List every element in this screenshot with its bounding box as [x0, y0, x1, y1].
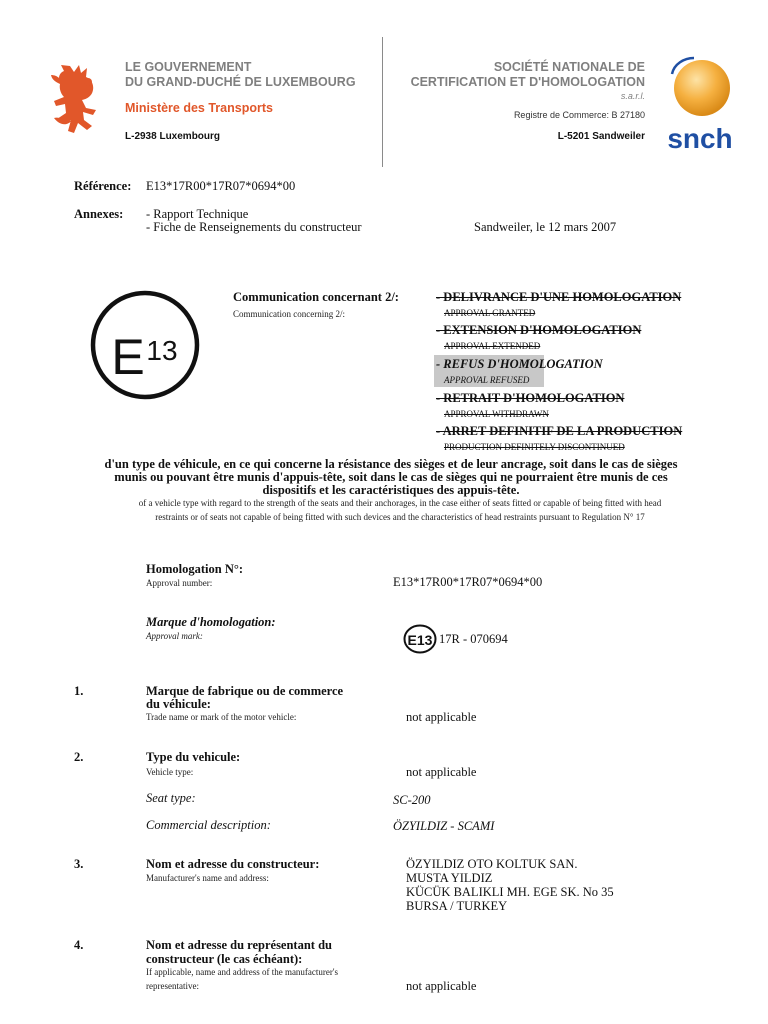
option-en: PRODUCTION DEFINITELY DISCONTINUED — [444, 442, 625, 452]
item-value: not applicable — [406, 765, 477, 779]
ministry-name: Ministère des Transports — [125, 101, 273, 115]
item-label-en: representative: — [146, 981, 199, 991]
approval-mark-value: 17R - 070694 — [439, 632, 508, 646]
snch-sarl: s.a.r.l. — [620, 91, 645, 101]
government-line-1: LE GOUVERNEMENT — [125, 60, 252, 74]
commercial-description-value: ÖZYILDIZ - SCAMI — [393, 819, 495, 833]
annex-item: - Fiche de Renseignements du constructeur — [146, 220, 362, 234]
item-label-en: If applicable, name and address of the manufacturer's — [146, 967, 339, 977]
item-label-fr: Nom et adresse du représentant du — [146, 938, 332, 952]
commercial-description-label: Commercial description: — [146, 818, 271, 832]
approval-number-en: Approval number: — [146, 578, 213, 588]
snch-address: L-5201 Sandweiler — [557, 131, 645, 142]
item-number: 2. — [74, 750, 84, 764]
approval-mark-en: Approval mark: — [146, 631, 203, 641]
description-en-1: of a vehicle type with regard to the strength of the seats and their anchorages, in the case either of seats fitted or capable of being fitted with head — [138, 498, 662, 508]
registre-commerce: Registre de Commerce: B 27180 — [513, 110, 645, 120]
manufacturer-address-line: ÖZYILDIZ OTO KOLTUK SAN. — [406, 857, 578, 871]
item-label-fr: constructeur (le cas échéant): — [146, 952, 303, 966]
approval-mark-emblem — [403, 624, 437, 654]
option-fr: - DELIVRANCE D'UNE HOMOLOGATION — [436, 290, 682, 304]
item-label-fr: du véhicule: — [146, 697, 211, 711]
place-date: Sandweiler, le 12 mars 2007 — [474, 220, 617, 234]
annexes-label: Annexes: — [74, 207, 124, 221]
e13-approval-emblem — [90, 290, 200, 400]
luxembourg-lion-logo — [48, 62, 106, 140]
communication-en: Communication concerning 2/: — [233, 309, 345, 319]
description-fr-1: d'un type de véhicule, en ce qui concerne la résistance des sièges et de leur ancrage, soit dans le cas de sièges — [104, 457, 678, 471]
item-label-en: Trade name or mark of the motor vehicle: — [146, 712, 297, 722]
option-en: APPROVAL EXTENDED — [444, 341, 541, 351]
approval-mark-fr: Marque d'homologation: — [146, 615, 276, 629]
item-label-fr: Type du vehicule: — [146, 750, 241, 764]
item-label-en: Vehicle type: — [146, 767, 194, 777]
seat-type-value: SC-200 — [393, 793, 431, 807]
annex-item: - Rapport Technique — [146, 207, 249, 221]
seat-type-label: Seat type: — [146, 791, 196, 805]
item-label-fr: Nom et adresse du constructeur: — [146, 857, 320, 871]
government-address: L-2938 Luxembourg — [125, 131, 221, 142]
option-en-selected: APPROVAL REFUSED — [444, 375, 530, 385]
item-number: 4. — [74, 938, 84, 952]
header-divider — [382, 37, 383, 167]
description-fr-2: munis ou pouvant être munis d'appuis-tête, soit dans le cas de sièges qui ne pourraient être munis de ces — [114, 470, 668, 484]
item-value: not applicable — [406, 979, 477, 993]
option-fr: - EXTENSION D'HOMOLOGATION — [436, 323, 642, 337]
communication-fr: Communication concernant 2/: — [233, 290, 399, 304]
approval-number-fr: Homologation N°: — [146, 562, 244, 576]
emblem-letter: E — [111, 329, 145, 385]
item-label-en: Manufacturer's name and address: — [146, 873, 269, 883]
description-fr-3: dispositifs et les caractéristiques des appuis-tête. — [262, 483, 520, 497]
approval-number-value: E13*17R00*17R07*0694*00 — [393, 575, 543, 589]
snch-line-2: CERTIFICATION ET D'HOMOLOGATION — [410, 75, 645, 89]
item-label-fr: Marque de fabrique ou de commerce — [146, 684, 344, 698]
emblem-number: 13 — [146, 335, 178, 366]
option-fr: - RETRAIT D'HOMOLOGATION — [436, 391, 625, 405]
reference-value: E13*17R00*17R07*0694*00 — [146, 179, 296, 193]
manufacturer-address-line: MUSTA YILDIZ — [406, 871, 493, 885]
option-en: APPROVAL GRANTED — [444, 308, 536, 318]
option-fr: - ARRET DEFINITIF DE LA PRODUCTION — [436, 424, 683, 438]
snch-logo-text: snch — [667, 123, 733, 152]
snch-logo — [660, 52, 740, 152]
manufacturer-address-line: KÜCÜK BALIKLI MH. EGE SK. No 35 — [406, 885, 614, 899]
reference-label: Référence: — [74, 179, 132, 193]
snch-line-1: SOCIÉTÉ NATIONALE DE — [493, 60, 645, 74]
government-line-2: DU GRAND-DUCHÉ DE LUXEMBOURG — [125, 75, 356, 89]
item-number: 3. — [74, 857, 84, 871]
option-fr-selected: - REFUS D'HOMOLOGATION — [436, 357, 603, 371]
item-value: not applicable — [406, 710, 477, 724]
item-number: 1. — [74, 684, 84, 698]
approval-mark-emblem-text: E13 — [407, 632, 433, 648]
description-en-2: restraints or of seats not capable of being fitted with such devices and the characteristics of head restraints pursuant to Regulation N° 17 — [155, 512, 645, 522]
option-en: APPROVAL WITHDRAWN — [444, 409, 549, 419]
manufacturer-address-line: BURSA / TURKEY — [406, 899, 508, 913]
